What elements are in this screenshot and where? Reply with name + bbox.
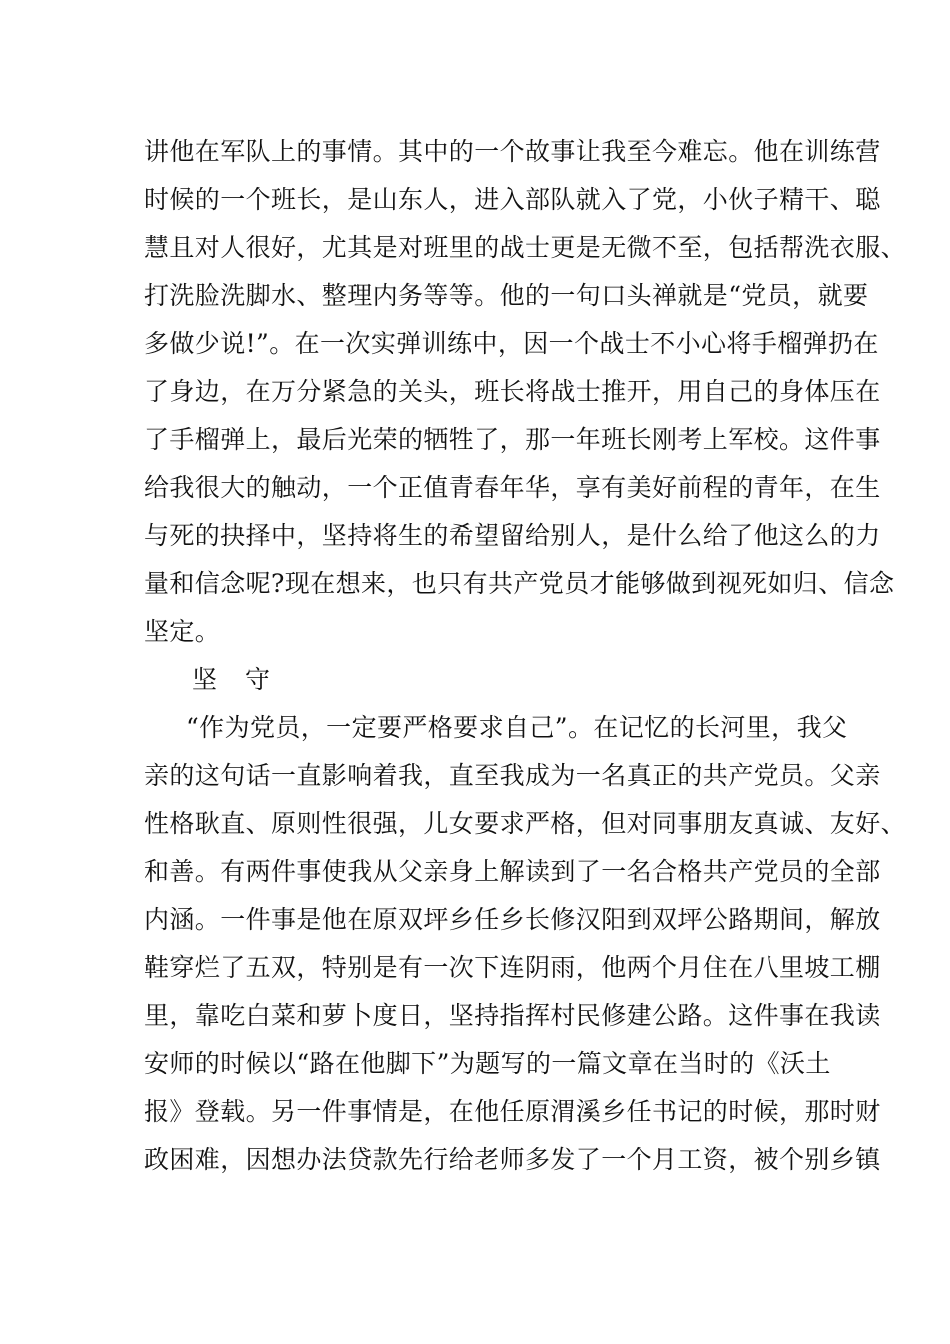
paragraph-2-line-1: “作为党员，一定要严格要求自己”。在记忆的长河里，我父 (186, 713, 848, 742)
section-heading: 坚 守 (192, 665, 280, 694)
paragraph-1-line-10: 量和信念呢?现在想来，也只有共产党员才能够做到视死如归、信念 (144, 569, 895, 598)
paragraph-2-line-5: 内涵。一件事是他在原双坪乡任乡长修汉阳到双坪公路期间，解放 (144, 905, 881, 934)
paragraph-1-line-9: 与死的抉择中，坚持将生的希望留给别人，是什么给了他这么的力 (144, 521, 881, 550)
paragraph-2-line-2: 亲的这句话一直影响着我，直至我成为一名真正的共产党员。父亲 (144, 761, 881, 790)
paragraph-1-line-6: 了身边，在万分紧急的关头，班长将战士推开，用自己的身体压在 (144, 377, 881, 406)
paragraph-1-line-11: 坚定。 (144, 617, 221, 646)
paragraph-2-line-7: 里，靠吃白菜和萝卜度日，坚持指挥村民修建公路。这件事在我读 (144, 1001, 881, 1030)
paragraph-2-line-9: 报》登载。另一件事情是，在他任原渭溪乡任书记的时候，那时财 (144, 1097, 881, 1126)
paragraph-2-line-8: 安师的时候以“路在他脚下”为题写的一篇文章在当时的《沃土 (144, 1049, 831, 1078)
paragraph-1-line-4: 打洗脸洗脚水、整理内务等等。他的一句口头禅就是“党员，就要 (144, 281, 869, 310)
paragraph-1-line-8: 给我很大的触动，一个正值青春年华，享有美好前程的青年，在生 (144, 473, 881, 502)
paragraph-2-line-6: 鞋穿烂了五双，特别是有一次下连阴雨，他两个月住在八里坡工棚 (144, 953, 881, 982)
paragraph-2-line-10: 政困难，因想办法贷款先行给老师多发了一个月工资，被个别乡镇 (144, 1145, 881, 1174)
paragraph-1-line-5: 多做少说!”。在一次实弹训练中，因一个战士不小心将手榴弹扔在 (144, 329, 879, 358)
paragraph-2-line-3: 性格耿直、原则性很强，儿女要求严格，但对同事朋友真诚、友好、 (144, 809, 907, 838)
paragraph-2-line-4: 和善。有两件事使我从父亲身上解读到了一名合格共产党员的全部 (144, 857, 881, 886)
paragraph-1-line-2: 时候的一个班长，是山东人，进入部队就入了党，小伙子精干、聪 (144, 185, 881, 214)
paragraph-1-line-7: 了手榴弹上，最后光荣的牺牲了，那一年班长刚考上军校。这件事 (144, 425, 881, 454)
paragraph-1-line-1: 讲他在军队上的事情。其中的一个故事让我至今难忘。他在训练营 (144, 137, 881, 166)
paragraph-1-line-3: 慧且对人很好，尤其是对班里的战士更是无微不至，包括帮洗衣服、 (144, 233, 907, 262)
